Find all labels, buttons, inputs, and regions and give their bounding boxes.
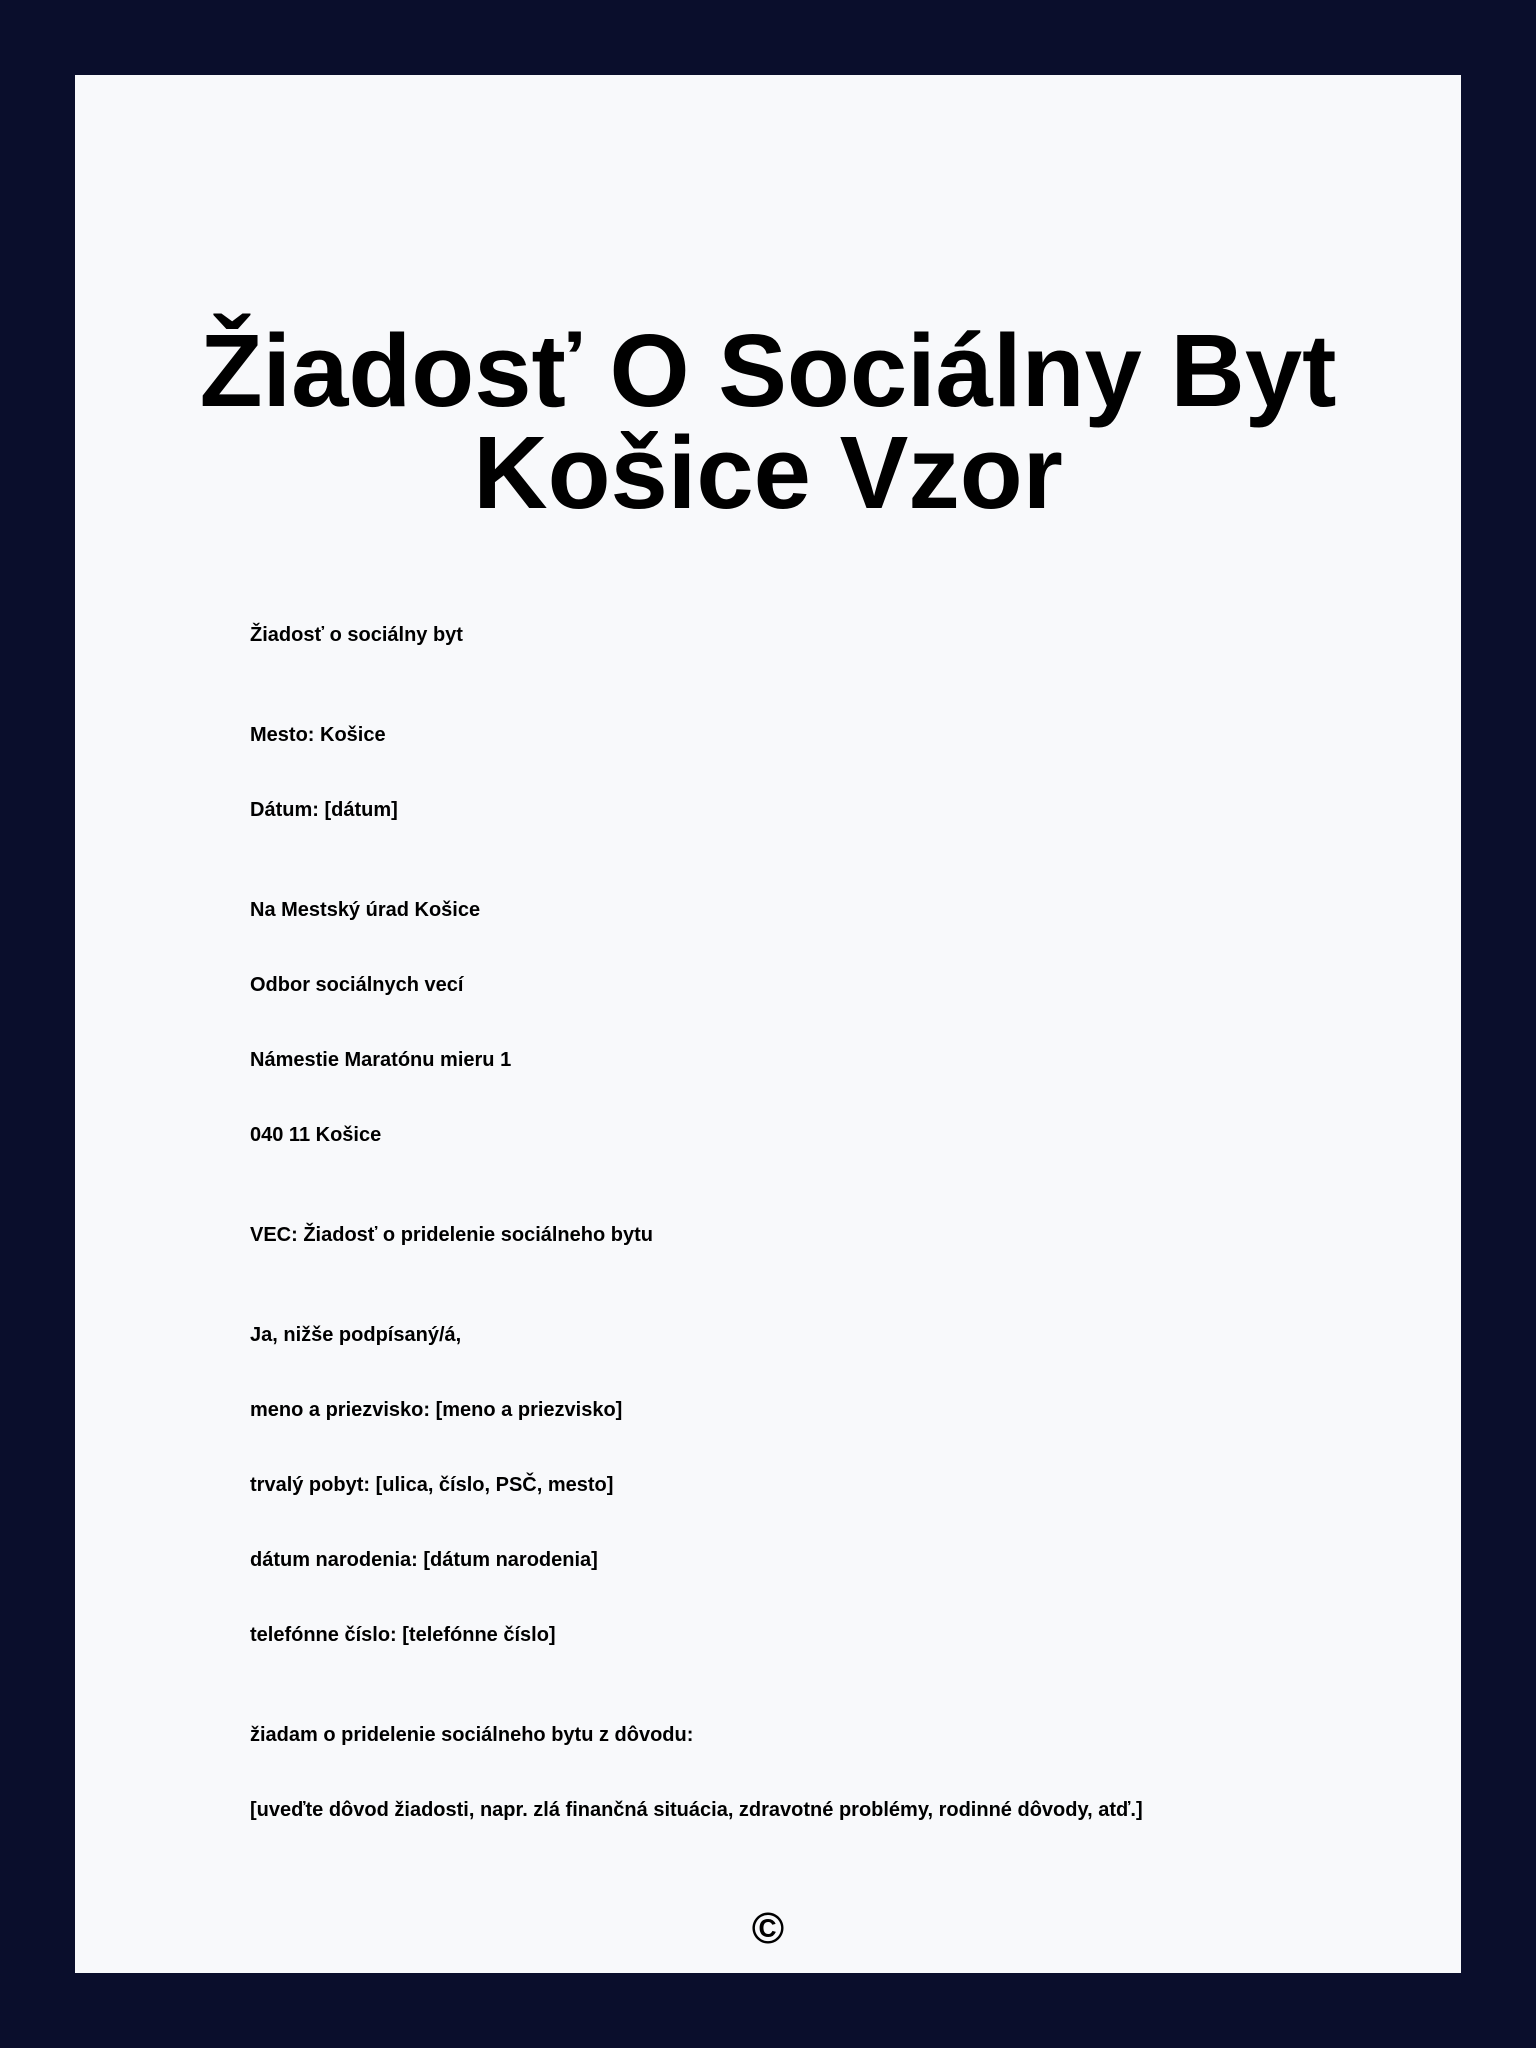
residence-line: trvalý pobyt: [ulica, číslo, PSČ, mesto] [250,1474,614,1496]
department-line: Odbor sociálnych vecí [250,974,464,996]
subject-line: VEC: Žiadosť o pridelenie sociálneho bytu [250,1224,653,1246]
city-line: Mesto: Košice [250,724,386,746]
postal-line: 040 11 Košice [250,1124,382,1146]
birthdate-line: dátum narodenia: [dátum narodenia] [250,1549,598,1571]
document-title: Žiadosť O Sociálny Byt Košice Vzor [199,313,1337,530]
heading-line: Žiadosť o sociálny byt [250,624,463,646]
request-line: žiadam o pridelenie sociálneho bytu z dôvodu: [250,1724,694,1746]
document-page [75,75,1461,1973]
reason-line: [uveďte dôvod žiadosti, napr. zlá finančná situácia, zdravotné problémy, rodinné dôvody, atď.] [250,1799,1143,1821]
address-line: Námestie Maratónu mieru 1 [250,1049,512,1071]
phone-line: telefónne číslo: [telefónne číslo] [250,1624,556,1646]
intro-line: Ja, nižše podpísaný/á, [250,1324,462,1346]
recipient-line: Na Mestský úrad Košice [250,899,481,921]
date-line: Dátum: [dátum] [250,799,398,821]
copyright-symbol: © [751,1904,785,1953]
name-line: meno a priezvisko: [meno a priezvisko] [250,1399,623,1421]
